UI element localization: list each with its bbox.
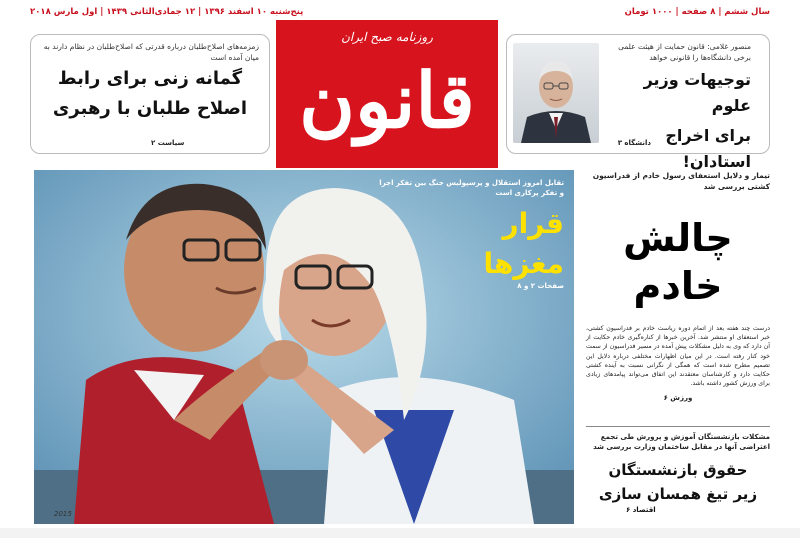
- second-story-headline-line-2: زیر تیغ همسان سازی: [598, 485, 758, 503]
- main-story-headline-line-1: چالش: [623, 216, 733, 260]
- teaser-headline-line-1: گمانه زنی برای رابط: [57, 68, 243, 89]
- dateline-bar: [30, 4, 770, 20]
- teaser-lead: منصور غلامی: قانون حمایت از هیئت علمی برخی دانشگاه‌ها را قانونی خواهد: [618, 42, 751, 62]
- teaser-box-reformists[interactable]: [30, 34, 270, 154]
- teaser-section-ref: سیاست ۲: [151, 139, 185, 147]
- teaser-text: [601, 35, 761, 175]
- issue-date: پنج‌شنبه ۱۰ اسفند ۱۳۹۶ | ۱۲ جمادی‌الثانی ۱۴۳۹ | اول مارس ۲۰۱۸: [30, 7, 304, 17]
- caricature-illustration[interactable]: [34, 170, 574, 524]
- teaser-lead: زمزمه‌های اصلاح‌طلبان درباره قدرتی که اصلاح‌طلبان در نظام دارند به میان آمده است: [43, 42, 259, 62]
- second-story-section-ref: اقتصاد ۶: [626, 506, 656, 514]
- bottom-edge: [0, 528, 800, 538]
- second-story-headline-line-1: حقوق بازنشستگان: [608, 461, 748, 479]
- masthead-slogan: روزنامه صبح ایران: [341, 30, 433, 44]
- main-story-section-ref: ورزش ۶: [663, 394, 693, 403]
- illustration-title-line-1: قرار: [502, 207, 564, 240]
- second-story-headline: [586, 458, 770, 506]
- main-story-headline-line-2: خادم: [633, 264, 723, 308]
- illustration-kicker: تقابل امروز استقلال و پرسپولیس جنگ بین تفکر اجرا و تفکر پرکاری است: [379, 179, 564, 197]
- second-story-kicker: مشکلات بازنشستگان آموزش و پرورش طی تجمع اعتراضی آنها در مقابل ساختمان وزارت بررسی شد: [593, 433, 770, 451]
- column-divider: [586, 426, 770, 427]
- main-story-kicker: تیمار و دلایل استعفای رسول خادم از فدراسیون کشتی بررسی شد: [592, 171, 770, 191]
- main-story-headline: [586, 214, 770, 310]
- minister-portrait-photo: [513, 43, 599, 143]
- main-story-body: درست چند هفته بعد از اتمام دوره ریاست خادم بر فدراسیون کشتی، خبر استعفای او منتشر شد. آخرین خبرها از کناره‌گیری خادم حکایت از آن دارد که وی به دلیل مشکلات پیش آمده در مسیر فدراسیون از سمت خود کنار رفته است. در این میان اظهارات مختلفی درباره دلایل این تصمیم مطرح شده است که همگی از نگرانی نسبت به آینده کشتی حکایت دارد و کارشناسان معتقدند این اتفاق می‌تواند پیامدهای زیادی برای ورزش کشور داشته باشد.: [586, 325, 770, 388]
- illustration-title: [454, 204, 564, 284]
- teaser-box-science-minister[interactable]: [506, 34, 770, 171]
- main-story-khadem[interactable]: [586, 170, 770, 420]
- issue-info: سال ششم | ۸ صفحه | ۱۰۰۰ تومان: [624, 7, 770, 17]
- teaser-headline-line-2: اصلاح طلبان با رهبری: [52, 98, 248, 119]
- masthead-logo: قانون: [299, 56, 475, 145]
- illustration-title-line-2: مغزها: [483, 247, 564, 280]
- artist-signature: 2015: [54, 510, 72, 518]
- masthead: [276, 20, 498, 168]
- teaser-headline-line-1: توجیهات وزیر علوم: [643, 70, 751, 115]
- illustration-page-ref: صفحات ۲ و ۸: [517, 282, 564, 290]
- teaser-section-ref: دانشگاه ۳: [617, 139, 651, 147]
- teaser-headline-line-2: برای اخراج استادان!: [665, 126, 751, 171]
- portrait-illustration: [513, 43, 599, 143]
- second-story-pensioners[interactable]: [586, 432, 770, 532]
